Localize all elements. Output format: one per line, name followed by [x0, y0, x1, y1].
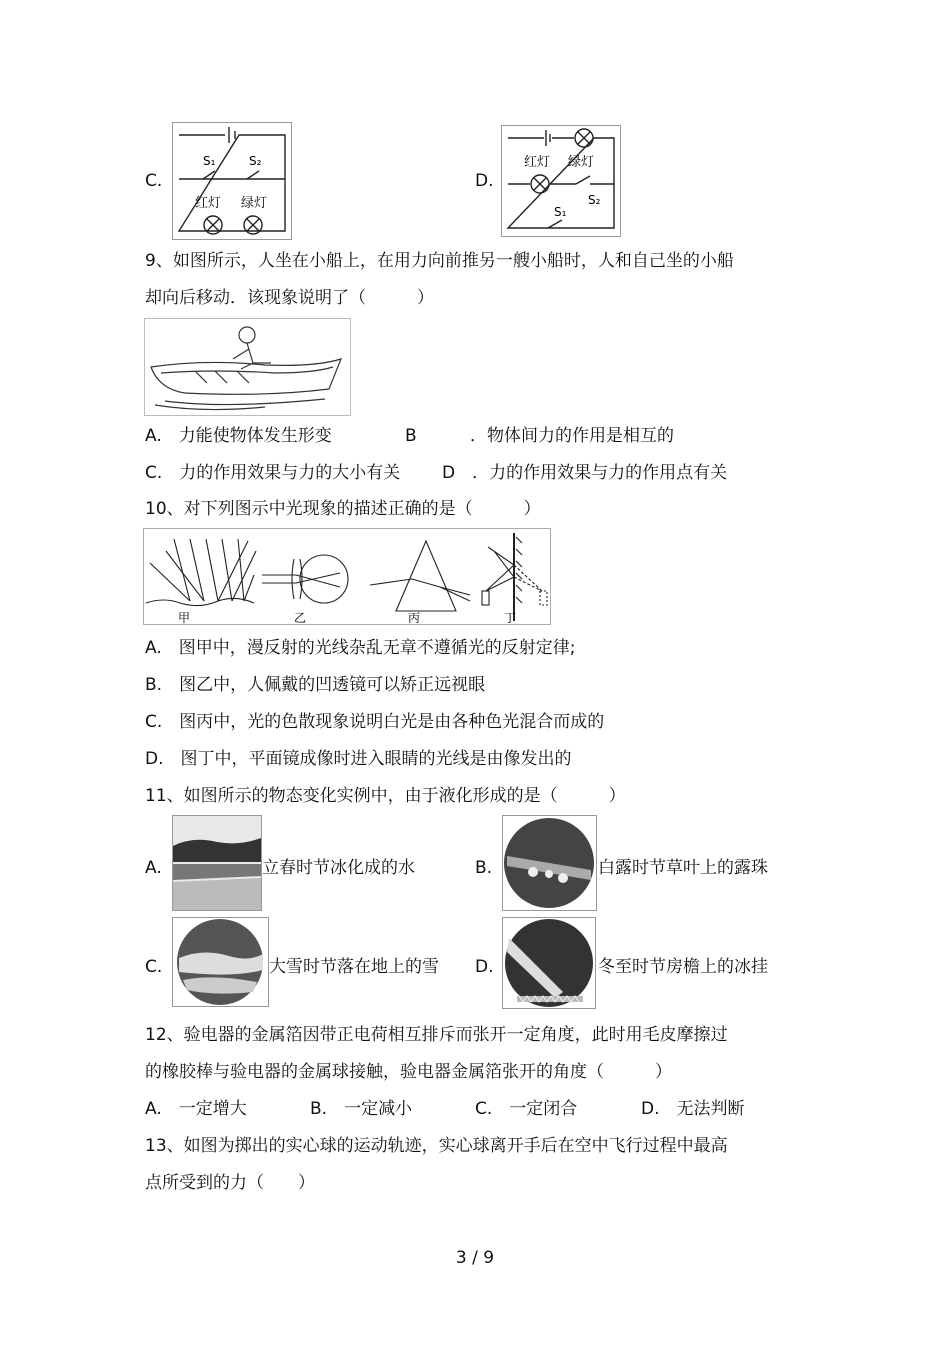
- q8c-green-lamp-label: 绿灯: [241, 196, 268, 211]
- q8-circuit-d-figure: [501, 125, 621, 237]
- q11-option-b-text: 白露时节草叶上的露珠: [598, 858, 768, 878]
- page-number: 3 / 9: [455, 1248, 495, 1268]
- q8-circuit-c-figure: [172, 122, 292, 240]
- q9-option-a: A. 力能使物体发生形变: [145, 426, 332, 446]
- q11-photo-snow: [172, 917, 269, 1007]
- q11-photo-dew-drops: [502, 815, 597, 911]
- q10-label-ding: 丁: [504, 611, 517, 624]
- q9-option-b-letter: B: [405, 426, 417, 446]
- q11-photo-icicles: [502, 917, 596, 1009]
- q10-option-d: D. 图丁中，平面镜成像时进入眼睛的光线是由像发出的: [145, 749, 572, 769]
- q10-label-bing: 丙: [408, 611, 421, 624]
- q13-stem-line2: 点所受到的力（ ）: [145, 1173, 315, 1193]
- q12-stem-line2: 的橡胶棒与验电器的金属球接触，验电器金属箔张开的角度（ ）: [145, 1062, 672, 1082]
- q9-boat-figure: [144, 318, 351, 416]
- q11-option-c-text: 大雪时节落在地上的雪: [269, 957, 439, 977]
- q8d-s1-label: S₁: [554, 205, 567, 219]
- q10-option-c: C. 图丙中，光的色散现象说明白光是由各种色光混合而成的: [145, 712, 605, 732]
- q9-option-d: D ．力的作用效果与力的作用点有关: [442, 463, 728, 483]
- q11-stem: 11、如图所示的物态变化实例中，由于液化形成的是（ ）: [145, 786, 626, 806]
- q10-option-a: A. 图甲中，漫反射的光线杂乱无章不遵循光的反射定律;: [145, 638, 576, 658]
- q11-option-c-letter: C.: [145, 957, 163, 977]
- q8c-red-lamp-label: 红灯: [195, 196, 222, 211]
- q10-optics-figure: [143, 528, 551, 625]
- q12-option-c: C. 一定闭合: [475, 1099, 578, 1119]
- q8-option-c-label: C.: [145, 171, 163, 191]
- q9-option-b-text: ．物体间力的作用是相互的: [470, 426, 674, 446]
- q10-label-yi: 乙: [294, 611, 307, 624]
- q10-option-b: B. 图乙中，人佩戴的凹透镜可以矫正远视眼: [145, 675, 486, 695]
- q8d-green-lamp-label: 绿灯: [568, 155, 595, 170]
- q12-option-b: B. 一定减小: [310, 1099, 413, 1119]
- q11-photo-ice-melting: [172, 815, 262, 911]
- q10-stem: 10、对下列图示中光现象的描述正确的是（ ）: [145, 499, 541, 519]
- q11-option-a-text: 立春时节冰化成的水: [262, 858, 415, 878]
- q9-option-c: C. 力的作用效果与力的大小有关: [145, 463, 401, 483]
- q12-option-d: D. 无法判断: [641, 1099, 745, 1119]
- q8d-s2-label: S₂: [588, 193, 601, 207]
- q11-option-a-letter: A.: [145, 858, 162, 878]
- q8c-s1-label: S₁: [203, 154, 216, 168]
- q8c-s2-label: S₂: [249, 154, 262, 168]
- q11-option-b-letter: B.: [475, 858, 493, 878]
- q13-stem-line1: 13、如图为掷出的实心球的运动轨迹，实心球离开手后在空中飞行过程中最高: [145, 1136, 728, 1156]
- q9-stem-line2: 却向后移动．该现象说明了（ ）: [145, 288, 434, 308]
- q8d-red-lamp-label: 红灯: [524, 155, 551, 170]
- q9-stem-line1: 9、如图所示，人坐在小船上，在用力向前推另一艘小船时，人和自己坐的小船: [145, 251, 734, 271]
- q12-stem-line1: 12、验电器的金属箔因带正电荷相互排斥而张开一定角度，此时用毛皮摩擦过: [145, 1025, 728, 1045]
- q8-option-d-label: D.: [475, 171, 494, 191]
- q12-option-a: A. 一定增大: [145, 1099, 247, 1119]
- q11-option-d-text: 冬至时节房檐上的冰挂: [598, 957, 768, 977]
- q10-label-jia: 甲: [178, 611, 191, 624]
- q11-option-d-letter: D.: [475, 957, 494, 977]
